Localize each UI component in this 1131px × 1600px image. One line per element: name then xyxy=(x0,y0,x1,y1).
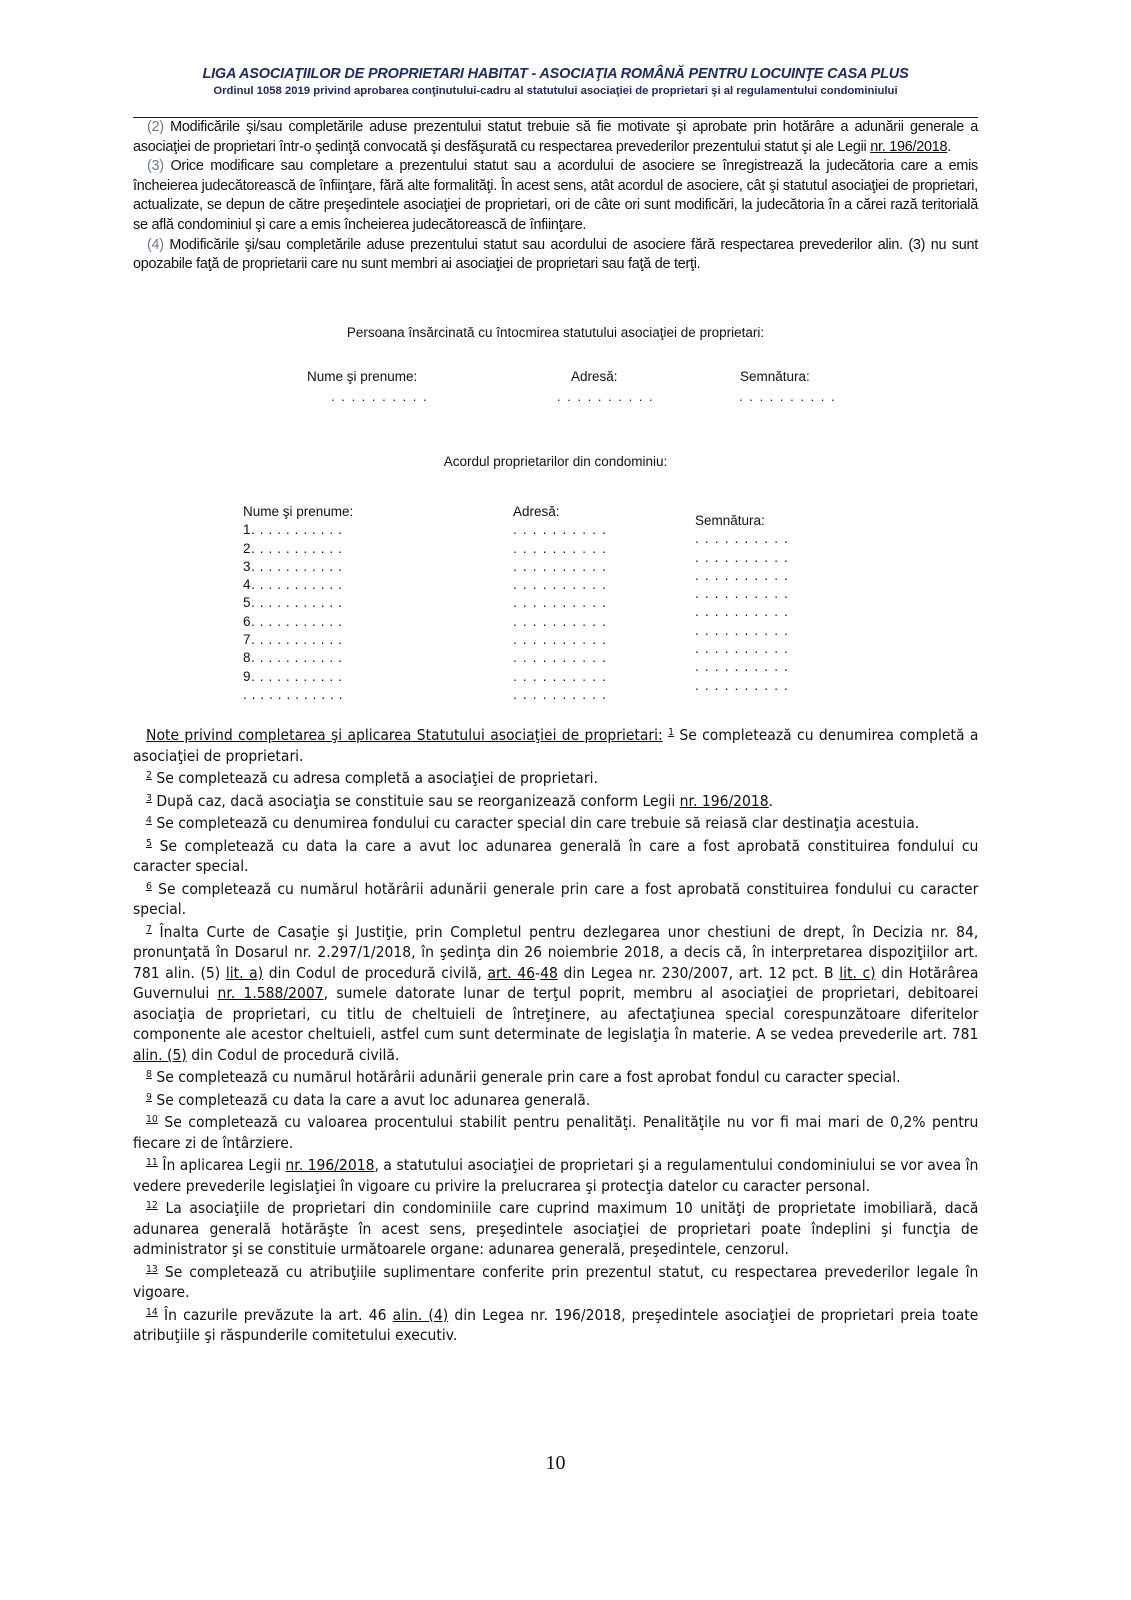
text-segment: În cazurile prevăzute la art. 46 xyxy=(157,1305,393,1324)
paragraph-number: (4) xyxy=(147,236,170,253)
article-paragraphs xyxy=(133,118,978,275)
text-segment: După caz, dacă asociaţia se constituie sau se reorganizează conform Legii xyxy=(151,791,680,810)
agreement-signature-row: . . . . . . . . . . xyxy=(695,677,790,693)
agreement-name-row: 7. . . . . . . . . . . xyxy=(243,632,343,648)
text-segment: Se completează cu denumirea fondului cu caracter special din care trebuie să reiasă clar destinaţia acestuia. xyxy=(151,814,920,832)
footnote-marker: 9 xyxy=(146,1091,152,1103)
link-reference[interactable]: nr. 196/2018 xyxy=(870,138,948,155)
agreement-signature-row: . . . . . . . . . . xyxy=(695,549,790,565)
text-segment: . xyxy=(947,138,951,155)
agreement-signature-row: . . . . . . . . . . xyxy=(695,604,790,620)
agreement-address-row: . . . . . . . . . . xyxy=(513,540,608,556)
link-reference[interactable]: nr. 196/2018 xyxy=(285,1156,375,1174)
signature-address-label: Adresă: xyxy=(571,369,618,384)
note-paragraph xyxy=(133,1196,978,1260)
agreement-address-row: . . . . . . . . . . xyxy=(513,577,608,593)
agreement-signature-row: . . . . . . . . . . xyxy=(695,622,790,638)
signature-name-field: . . . . . . . . . . xyxy=(331,389,429,404)
note-paragraph xyxy=(133,811,978,834)
note-paragraph xyxy=(133,766,978,789)
text-segment: , a statutului asociaţiei de proprietari şi a regulamentului condominiului se vor avea în vedere prevederile legislaţiei în vigoare cu privire la prelucrarea şi protecţia datelor cu caracter personal. xyxy=(133,1156,979,1195)
note-paragraph xyxy=(133,1303,978,1346)
note-paragraph xyxy=(133,789,978,812)
agreement-address-row: . . . . . . . . . . xyxy=(513,668,608,684)
link-reference[interactable]: lit. a) xyxy=(225,963,264,982)
link-reference[interactable]: art. 46 xyxy=(487,963,536,982)
agreement-name-row: 3. . . . . . . . . . . xyxy=(243,558,343,574)
text-segment: din Codul de procedură civilă, xyxy=(263,963,488,982)
page-number: 10 xyxy=(545,1452,566,1474)
header-subtitle: Ordinul 1058 2019 privind aprobarea conţinutului-cadru al statutului asociaţiei de proprietari şi al regulamentului condominiului xyxy=(213,85,898,97)
agreement-signature-row: . . . . . . . . . . xyxy=(695,659,790,675)
agreement-name-row: 4. . . . . . . . . . . xyxy=(243,577,343,593)
link-reference[interactable]: alin. (5) xyxy=(133,1045,187,1064)
note-paragraph xyxy=(133,834,978,877)
article-paragraph xyxy=(133,157,978,235)
note-paragraph xyxy=(133,877,978,920)
agreement-name-row: 6. . . . . . . . . . . xyxy=(243,613,343,629)
note-paragraph xyxy=(133,1153,978,1196)
note-paragraph xyxy=(133,1260,978,1303)
agreement-address-row: . . . . . . . . . . xyxy=(513,595,608,611)
link-reference[interactable]: Note privind completarea şi aplicarea Statutului asociaţiei de proprietari: xyxy=(146,726,663,744)
agreement-address-row: . . . . . . . . . . xyxy=(513,650,608,666)
text-segment: din Legea nr. 230/2007, art. 12 pct. B xyxy=(557,963,840,982)
text-segment: . xyxy=(768,791,774,810)
agreement-heading: Acordul proprietarilor din condominiu: xyxy=(443,454,668,469)
footnote-marker: 1 xyxy=(668,727,675,738)
text-segment: Orice modificare sau completare a prezentului statut sau a acordului de asociere se înregistrează la judecătoria care a emis încheierea judecătorească de înfiinţare, fără alte formalităţi. În acest sens, atât acordul de asociere, cât şi statutul asociaţiei de proprietari, actualizate, se depun de către preşedintele asociaţiei de proprietari, ori de câte ori sunt modificări, la judecătoria în a cărei rază teritorială se află condominiul şi care a emis încheierea judecătorească de înfiinţare. xyxy=(133,158,979,233)
footnote-marker: 8 xyxy=(146,1069,152,1080)
note-paragraph xyxy=(133,1110,978,1153)
note-paragraph xyxy=(133,723,978,766)
text-segment: din Hotărârea Guvernului xyxy=(133,963,979,1002)
agreement-name-row: 9. . . . . . . . . . . xyxy=(243,668,343,684)
note-paragraph xyxy=(133,1065,978,1088)
text-segment: , sumele datorate lunar de terţul poprit, membru al asociaţiei de proprietari, debitoarei asociaţia de proprietari, cu titlu de cheltuieli de întreţinere, au afectaţiunea special corespunzătoare diferitelor componente ale acestor cheltuieli, astfel cum sunt determinate de legislaţia în materie. A se vedea prevederile art. 781 xyxy=(133,984,979,1043)
text-segment: Modificările şi/sau completările aduse prezentului statut sau acordului de asociere fără respectarea prevederilor alin. (3) nu sunt opozabile faţă de proprietarii care nu sunt membri ai asociaţiei de proprietari sau faţă de terţi. xyxy=(133,236,979,273)
text-segment: Se completează cu adresa completă a asociaţiei de proprietari. xyxy=(151,769,598,787)
footnote-marker: 7 xyxy=(146,923,152,935)
text-segment: Se completează cu data la care a avut loc adunarea generală în care a fost aprobată constituirea fondului cu caracter special. xyxy=(133,836,979,875)
footnote-marker: 3 xyxy=(146,792,152,804)
footnote-marker: 2 xyxy=(146,770,152,781)
text-segment: - xyxy=(535,963,541,982)
text-segment: Se completează cu denumirea completă a asociaţiei de proprietari. xyxy=(133,726,979,765)
header-title: LIGA ASOCIAŢIILOR DE PROPRIETARI HABITAT - ASOCIAŢIA ROMÂNĂ PENTRU LOCUINŢE CASA PLUS xyxy=(202,66,909,82)
agreement-address-row: . . . . . . . . . . xyxy=(513,522,608,538)
link-reference[interactable]: alin. (4) xyxy=(392,1305,449,1324)
footnote-marker: 13 xyxy=(146,1263,158,1275)
agreement-name-row: 2. . . . . . . . . . . xyxy=(243,540,343,556)
footnote-marker: 5 xyxy=(146,837,152,849)
signature-sign-field: . . . . . . . . . . xyxy=(739,389,837,404)
agreement-address-row: . . . . . . . . . . xyxy=(513,558,608,574)
text-segment: Se completează cu numărul hotărârii adunării generale prin care a fost aprobat fondul cu caracter special. xyxy=(151,1068,901,1086)
text-segment: Înalta Curte de Casaţie şi Justiţie, prin Completul pentru dezlegarea unor chestiuni de drept, în Decizia nr. 84, pronunţată în Dosarul nr. 2.297/1/2018, în şedinţa din 26 noiembrie 2018, a decis că, în interpretarea dispoziţiilor art. 781 alin. (5) xyxy=(133,922,979,982)
agreement-address-row: . . . . . . . . . . xyxy=(513,613,608,629)
note-paragraph xyxy=(133,1088,978,1111)
signature-heading: Persoana însărcinată cu întocmirea statutului asociaţiei de proprietari: xyxy=(346,325,765,340)
footnote-marker: 12 xyxy=(146,1200,158,1211)
text-segment: din Codul de procedură civilă. xyxy=(186,1045,400,1064)
footnote-marker: 11 xyxy=(146,1157,158,1168)
agreement-name-row: 5. . . . . . . . . . . xyxy=(243,595,343,611)
text-segment: În aplicarea Legii xyxy=(157,1156,286,1174)
agreement-name-row: . . . . . . . . . . . . xyxy=(243,686,344,702)
text-segment: Modificările şi/sau completările aduse prezentului statut trebuie să fie motivate şi aprobate prin hotărâre a adunării generale a asociaţiei de proprietari într-o şedinţă convocată şi desfăşurată cu respectarea prevederilor prezentului statut şi ale Legii xyxy=(133,119,978,155)
agreement-addresses-column xyxy=(513,503,607,704)
text-segment: Se completează cu numărul hotărârii adunării generale prin care a fost aprobată constituirea fondului cu caracter special. xyxy=(133,879,979,918)
agreement-address-label: Adresă: xyxy=(513,504,560,519)
article-paragraph xyxy=(133,236,978,275)
link-reference[interactable]: lit. c) xyxy=(839,963,876,982)
text-segment: Se completează cu valoarea procentului stabilit pentru penalităţi. Penalităţile nu vor fi mai mari de 0,2% pentru fiecare zi de întârziere. xyxy=(133,1113,979,1152)
agreement-name-row: 1. . . . . . . . . . . xyxy=(243,522,343,538)
link-reference[interactable]: 48 xyxy=(540,963,558,982)
agreement-name-label: Nume şi prenume: xyxy=(243,504,354,519)
notes-section xyxy=(133,723,978,1346)
agreement-signature-row: . . . . . . . . . . xyxy=(695,531,790,547)
paragraph-number: (3) xyxy=(147,158,171,175)
note-paragraph xyxy=(133,920,978,1066)
agreement-signature-row: . . . . . . . . . . xyxy=(695,641,790,657)
paragraph-number: (2) xyxy=(147,119,171,135)
footnote-marker: 4 xyxy=(146,815,152,826)
agreement-signature-row: . . . . . . . . . . xyxy=(695,567,790,583)
link-reference[interactable]: nr. 1.588/2007 xyxy=(217,984,324,1002)
text-segment: din Legea nr. 196/2018, preşedintele asociaţiei de proprietari preia toate atribuţiile şi răspunderile comitetului executiv. xyxy=(133,1305,979,1344)
signature-address-field: . . . . . . . . . . xyxy=(557,389,655,404)
footnote-marker: 6 xyxy=(146,880,152,892)
article-paragraph xyxy=(133,118,978,157)
signature-name-label: Nume şi prenume: xyxy=(307,369,418,384)
agreement-address-row: . . . . . . . . . . xyxy=(513,632,608,648)
footnote-marker: 14 xyxy=(146,1306,158,1318)
agreement-name-row: 8. . . . . . . . . . . xyxy=(243,650,343,666)
signature-sign-label: Semnătura: xyxy=(740,369,810,384)
text-segment: La asociaţiile de proprietari din condominiile care cuprind maximum 10 unităţi de proprietate imobiliară, dacă adunarea generală hotărăşte în acest sens, preşedintele asociaţiei de proprietari poate îndeplini şi funcţia de administrator şi se constituie următoarele organe: adunarea generală, preşedintele, cenzorul. xyxy=(133,1199,979,1258)
agreement-signatures-column xyxy=(695,512,789,695)
agreement-signature-row: . . . . . . . . . . xyxy=(695,586,790,602)
footnote-marker: 10 xyxy=(146,1114,158,1125)
agreement-sign-label: Semnătura: xyxy=(695,513,765,528)
agreement-names-column xyxy=(243,503,353,704)
text-segment: Se completează cu data la care a avut loc adunarea generală. xyxy=(151,1090,591,1109)
link-reference[interactable]: nr. 196/2018 xyxy=(679,791,769,810)
text-segment: Se completează cu atribuţiile suplimentare conferite prin prezentul statut, cu respectarea prevederilor legale în vigoare. xyxy=(133,1262,979,1301)
agreement-address-row: . . . . . . . . . . xyxy=(513,686,608,702)
